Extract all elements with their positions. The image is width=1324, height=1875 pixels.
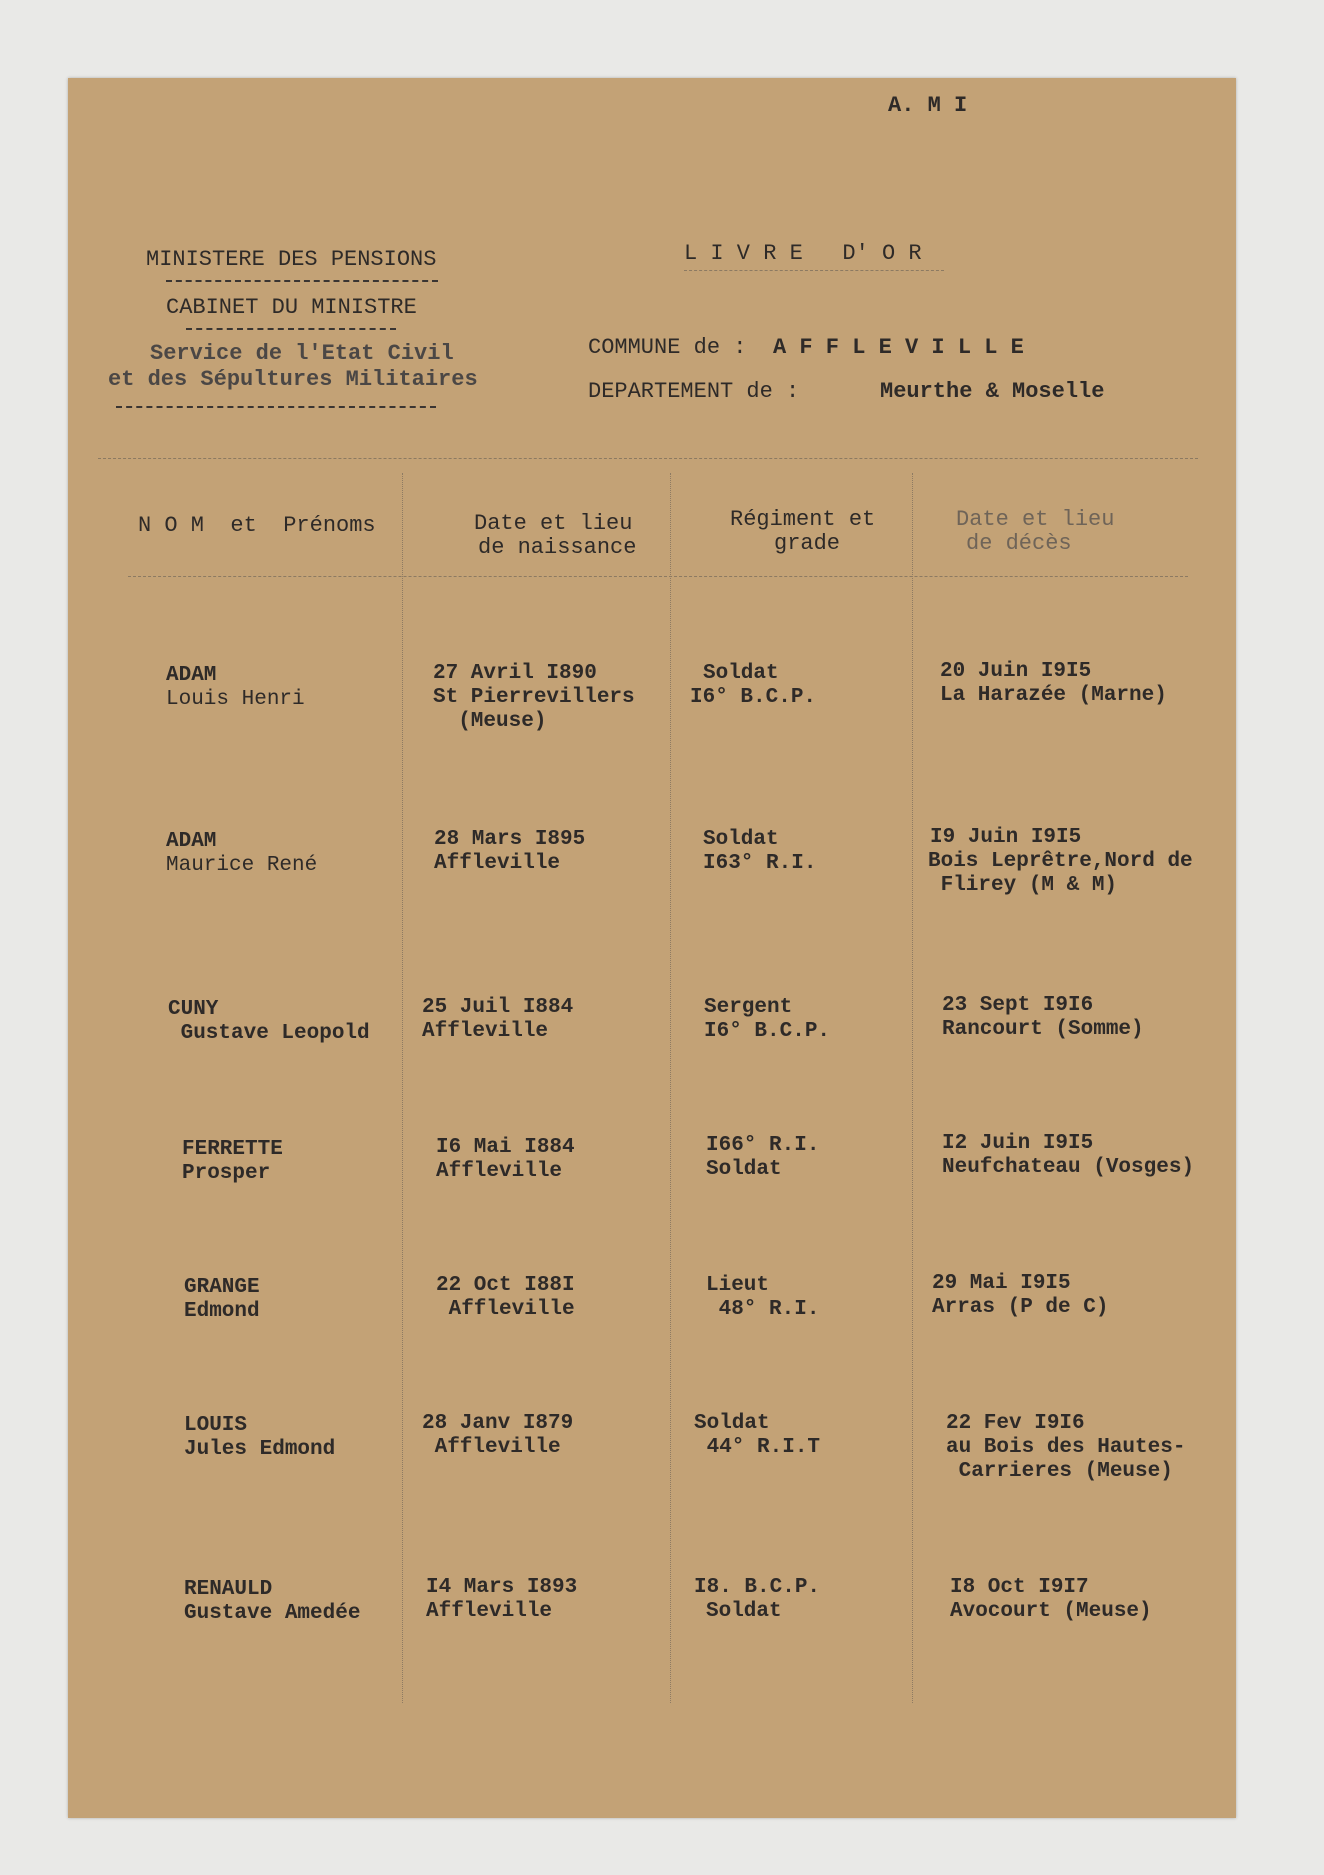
column-header-death-2: de décès (966, 531, 1072, 556)
record-name-surname: GRANGE (184, 1276, 260, 1299)
record-regiment-line2: I63° R.I. (703, 852, 817, 875)
record-death-place: Bois Leprêtre,Nord de (928, 850, 1193, 873)
book-title: L I V R E D' O R (684, 241, 922, 266)
commune-value: A F F L E V I L L E (773, 335, 1024, 360)
record-regiment-line1: Soldat (703, 662, 779, 685)
record-birth-place: Affleville (436, 1298, 575, 1321)
record-name-surname: RENAULD (184, 1578, 273, 1601)
record-death-place: Rancourt (Somme) (942, 1018, 1144, 1041)
record-name-surname: ADAM (166, 664, 217, 687)
document-sheet (68, 78, 1236, 1818)
record-death-place: au Bois des Hautes- (946, 1436, 1186, 1459)
record-birth-region: (Meuse) (433, 710, 547, 733)
record-birth-date: 27 Avril I890 (433, 662, 597, 685)
record-regiment-line1: I8. B.C.P. (694, 1576, 821, 1599)
column-header-birth-1: Date et lieu (474, 511, 633, 536)
column-header-death-1: Date et lieu (956, 507, 1115, 532)
reference-code: A. M I (888, 93, 968, 118)
record-birth-date: I6 Mai I884 (436, 1136, 575, 1159)
record-regiment-line1: Sergent (704, 996, 793, 1019)
record-regiment-line2: 48° R.I. (706, 1298, 820, 1321)
record-death-date: I9 Juin I9I5 (930, 826, 1082, 849)
record-death-place: La Harazée (Marne) (940, 684, 1167, 707)
ministry-underline (166, 280, 438, 282)
record-birth-date: I4 Mars I893 (426, 1576, 578, 1599)
record-regiment-line2: I6° B.C.P. (704, 1020, 831, 1043)
record-name-given: Louis Henri (166, 688, 305, 711)
service-line-1: Service de l'Etat Civil (150, 341, 454, 366)
record-regiment-line1: Soldat (703, 828, 779, 851)
table-header-rule (128, 576, 1188, 577)
record-birth-place: Affleville (436, 1160, 563, 1183)
record-name-surname: CUNY (168, 998, 219, 1021)
record-birth-date: 22 Oct I88I (436, 1274, 575, 1297)
record-birth-place: Affleville (426, 1600, 553, 1623)
record-birth-date: 28 Janv I879 (422, 1412, 574, 1435)
record-death-place: Arras (P de C) (932, 1296, 1109, 1319)
record-name-given: Edmond (184, 1300, 260, 1323)
record-death-place-cont: Flirey (M & M) (928, 874, 1118, 897)
record-name-given: Maurice René (166, 854, 318, 877)
book-title-underline (684, 270, 944, 271)
record-name-given: Gustave Leopold (168, 1022, 370, 1045)
service-underline (116, 406, 436, 408)
record-death-date: 29 Mai I9I5 (932, 1272, 1071, 1295)
record-birth-date: 25 Juil I884 (422, 996, 574, 1019)
record-name-given: Gustave Amedée (184, 1602, 361, 1625)
column-header-regiment-1: Régiment et (730, 507, 876, 532)
record-birth-place: St Pierrevillers (433, 686, 635, 709)
record-name-surname: FERRETTE (182, 1138, 283, 1161)
record-death-date: 20 Juin I9I5 (940, 660, 1092, 683)
commune-label: COMMUNE de : (588, 335, 747, 360)
record-death-place: Avocourt (Meuse) (950, 1600, 1152, 1623)
record-birth-place: Affleville (422, 1436, 561, 1459)
column-header-regiment-2: grade (774, 531, 841, 556)
column-header-name: N O M et Prénoms (138, 513, 376, 538)
record-name-given: Jules Edmond (184, 1438, 336, 1461)
cabinet-name: CABINET DU MINISTRE (166, 295, 417, 320)
record-name-surname: ADAM (166, 830, 217, 853)
record-birth-date: 28 Mars I895 (434, 828, 586, 851)
department-value: Meurthe & Moselle (880, 379, 1105, 404)
record-birth-place: Affleville (434, 852, 561, 875)
record-death-date: 23 Sept I9I6 (942, 994, 1094, 1017)
record-regiment-line2: 44° R.I.T (694, 1436, 821, 1459)
record-regiment-line2: Soldat (706, 1158, 782, 1181)
record-regiment-line1: Soldat (694, 1412, 770, 1435)
record-death-place: Neufchateau (Vosges) (942, 1156, 1195, 1179)
record-death-place-cont: Carrieres (Meuse) (946, 1460, 1173, 1483)
column-header-birth-2: de naissance (478, 535, 637, 560)
column-separator (912, 473, 913, 1703)
record-name-given: Prosper (182, 1162, 271, 1185)
record-regiment-line2: Soldat (706, 1600, 782, 1623)
service-line-2: et des Sépultures Militaires (108, 367, 478, 392)
record-death-date: I8 Oct I9I7 (950, 1576, 1089, 1599)
cabinet-underline (186, 328, 396, 330)
column-separator (402, 473, 403, 1703)
table-top-rule (98, 458, 1198, 459)
column-separator (670, 473, 671, 1703)
record-regiment-line1: Lieut (706, 1274, 770, 1297)
record-death-date: 22 Fev I9I6 (946, 1412, 1085, 1435)
record-name-surname: LOUIS (184, 1414, 248, 1437)
record-regiment-line1: I66° R.I. (706, 1134, 820, 1157)
record-birth-place: Affleville (422, 1020, 549, 1043)
ministry-name: MINISTERE DES PENSIONS (146, 247, 437, 272)
record-death-date: I2 Juin I9I5 (942, 1132, 1094, 1155)
record-regiment-line2: I6° B.C.P. (690, 686, 817, 709)
department-label: DEPARTEMENT de : (588, 379, 800, 404)
